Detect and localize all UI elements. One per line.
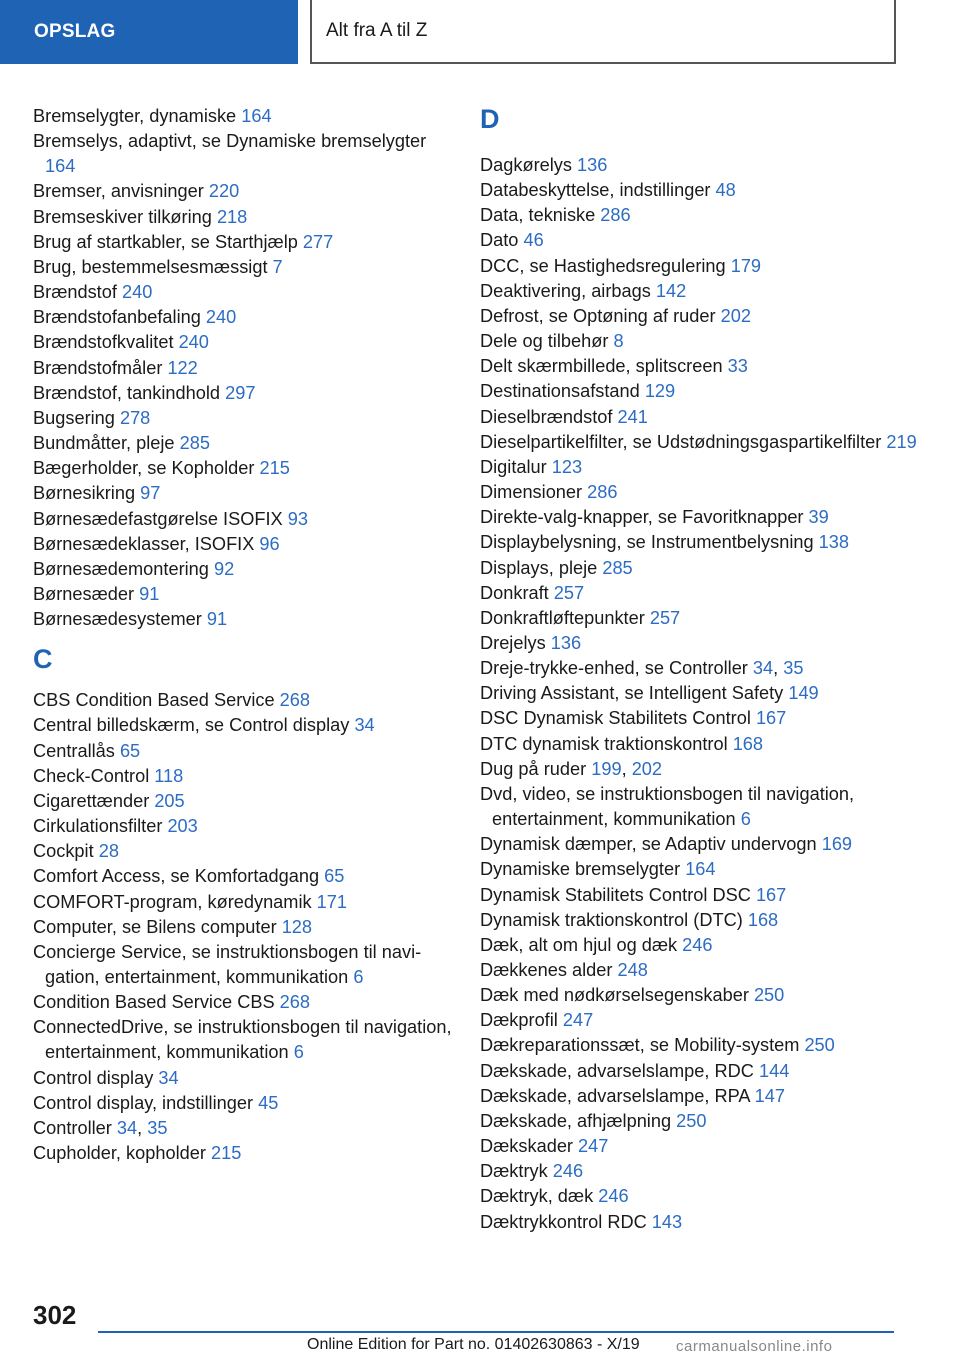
page-link[interactable]: 297 <box>225 382 256 403</box>
index-entry-text: Dæk med nødkørselsegenskaber <box>480 985 754 1006</box>
footer-divider <box>98 1331 894 1333</box>
index-entry <box>33 582 453 607</box>
page-link[interactable]: 34 <box>116 1117 138 1138</box>
chapter-title: Alt fra A til Z <box>326 20 428 41</box>
page-link[interactable]: 247 <box>578 1136 609 1157</box>
page-link[interactable]: 257 <box>649 607 681 628</box>
index-entry <box>33 1091 453 1116</box>
index-entry <box>33 839 453 864</box>
index-entry-text: Brændstofanbefaling <box>33 307 206 328</box>
index-entry <box>480 908 920 933</box>
index-entry <box>480 1059 920 1084</box>
index-entry <box>33 890 453 915</box>
index-entry <box>480 631 920 656</box>
index-entry <box>33 764 453 789</box>
page-link[interactable]: 144 <box>758 1060 790 1081</box>
index-entry-text: Dæktryk <box>480 1161 553 1182</box>
index-entry-text: Displaybelysning, se Instrumentbelysning <box>480 532 819 553</box>
page-link[interactable]: 278 <box>119 407 151 428</box>
index-entry <box>33 431 453 456</box>
page-link[interactable]: 179 <box>730 255 762 276</box>
edition-note: Online Edition for Part no. 01402630863 - X/19 <box>307 1336 640 1353</box>
page-link[interactable]: 250 <box>753 985 785 1006</box>
index-entry-text: Dieselpartikelfilter, se Udstødningsgaspartikelfilter <box>480 431 887 452</box>
index-entry-text: Børnesikring <box>33 483 141 504</box>
page-link[interactable]: 167 <box>755 884 787 905</box>
page-link[interactable]: 164 <box>685 859 716 880</box>
chapter-tab <box>310 0 896 64</box>
index-entry-text: Cigarettænder <box>33 790 155 811</box>
page-link[interactable]: 241 <box>617 406 648 427</box>
index-entry <box>480 379 920 404</box>
index-entry-text: Dækskade, advarselslampe, RPA <box>480 1085 755 1106</box>
index-entry-text: Cupholder, kopholder <box>33 1143 211 1164</box>
index-entry-text: Dimensioner <box>480 482 588 503</box>
index-entry-text: Direkte-valg-knapper, se Favoritknapper <box>480 507 809 528</box>
page-link[interactable]: 65 <box>119 740 141 761</box>
index-entry <box>480 480 920 505</box>
index-entry <box>480 606 920 631</box>
page-link[interactable]: 164 <box>45 156 76 177</box>
index-entry <box>480 405 920 430</box>
index-entry-text: Brændstofkvalitet <box>33 332 179 353</box>
index-entry <box>480 706 920 731</box>
index-entry <box>480 279 920 304</box>
index-entry <box>480 455 920 480</box>
index-entry <box>480 958 920 983</box>
page-link[interactable]: 34 <box>158 1067 179 1088</box>
index-entry-text: Condition Based Service CBS <box>33 992 280 1013</box>
page-link[interactable]: 250 <box>676 1110 707 1131</box>
index-entry-text: Dynamisk dæmper, se Adaptiv undervogn <box>480 834 822 855</box>
index-entry <box>480 1084 920 1109</box>
index-entry-text: Dynamisk Stabilitets Control DSC <box>480 884 756 905</box>
index-entry <box>33 789 453 814</box>
index-entry <box>480 1210 920 1235</box>
index-entry <box>33 915 453 940</box>
index-entry <box>480 1033 920 1058</box>
index-entry <box>33 406 453 431</box>
index-entry <box>33 990 453 1015</box>
page-link[interactable]: 277 <box>302 231 334 252</box>
index-entry <box>33 356 453 381</box>
page-link[interactable]: 164 <box>241 106 272 126</box>
page-link[interactable]: 286 <box>587 482 618 503</box>
index-entry <box>33 129 453 179</box>
index-entry-text: Donkraftløftepunkter <box>480 607 650 628</box>
index-entry-text: Børnesædeklasser, ISOFIX <box>33 533 260 554</box>
index-entry: Dreje-trykke-enhed, se Controller 34, 35 <box>480 658 804 679</box>
index-entry-text: Brændstofmåler <box>33 357 168 378</box>
page-link[interactable]: 167 <box>755 708 787 729</box>
index-entry <box>33 940 453 990</box>
index-entry-text: Børnesædefastgørelse ISOFIX <box>33 508 288 529</box>
index-entry <box>480 581 920 606</box>
index-entry <box>33 481 453 506</box>
page-link[interactable]: 143 <box>651 1211 683 1232</box>
index-entry-text: Dækreparationssæt, se Mobility-system <box>480 1035 805 1056</box>
page-link[interactable]: 199 <box>591 758 622 779</box>
index-entry-text: Børnesædemontering <box>33 558 214 579</box>
page-link[interactable]: 147 <box>754 1085 785 1106</box>
index-entry <box>480 1134 920 1159</box>
index-entry-text: Centrallås <box>33 740 120 761</box>
page-link[interactable]: 248 <box>617 960 648 980</box>
index-entry-text: Driving Assistant, se Intelligent Safety <box>480 683 789 704</box>
page-link[interactable]: 118 <box>154 765 184 786</box>
page-link[interactable]: 215 <box>259 458 290 479</box>
index-entry <box>480 153 920 178</box>
index-entry-text: ConnectedDrive, se instruktionsbogen til navigation, entertainment, kommunikation <box>33 1017 452 1063</box>
index-entry-text: Børnesædesystemer <box>33 609 207 630</box>
page-link[interactable]: 218 <box>216 206 248 227</box>
index-entry <box>480 505 920 530</box>
page-link[interactable]: 34 <box>752 658 774 679</box>
index-entry <box>33 814 453 839</box>
page-link[interactable]: 215 <box>210 1143 242 1164</box>
index-entry-text: Brug, bestemmelsesmæssigt <box>33 256 273 277</box>
index-entry <box>480 530 920 555</box>
page-link[interactable]: 136 <box>577 155 608 175</box>
index-entry <box>480 1109 920 1134</box>
index-entry <box>33 864 453 889</box>
page-link[interactable]: 240 <box>121 282 153 303</box>
index-entry-text: COMFORT-program, køredynamik <box>33 891 317 912</box>
index-entry-text: Concierge Service, se instruktionsbogen til navigation, entertainment, kommunikation <box>33 941 422 987</box>
index-entry <box>480 983 920 1008</box>
page-link[interactable]: 202 <box>720 305 751 326</box>
page-link[interactable]: 257 <box>553 582 585 603</box>
page-link[interactable]: 34 <box>354 715 375 736</box>
index-entry-text: Defrost, se Optøning af ruder <box>480 305 721 326</box>
index-entry-text: Bremselygter, dynamiske <box>33 106 242 126</box>
index-entry-text: Dækkenes alder <box>480 960 618 980</box>
page-link[interactable]: 7 <box>272 256 283 277</box>
index-entry-text: Delt skærmbillede, splitscreen <box>480 356 728 377</box>
index-entry-text: Bremseskiver tilkøring <box>33 206 217 227</box>
index-entry <box>33 230 453 255</box>
index-entry <box>480 857 920 882</box>
index-entry <box>33 381 453 406</box>
page-link[interactable]: 6 <box>293 1042 304 1063</box>
index-entry <box>33 305 453 330</box>
index-entry <box>33 607 453 632</box>
index-entry <box>480 329 920 354</box>
page-link[interactable]: 45 <box>258 1092 279 1113</box>
page-link[interactable]: 8 <box>613 331 624 352</box>
page-link[interactable]: 203 <box>167 816 198 837</box>
index-entry-text: Dæktryk, dæk <box>480 1186 599 1207</box>
index-entry-text: Cockpit <box>33 841 99 862</box>
index-entry-text: Destinationsafstand <box>480 381 645 402</box>
index-entry <box>480 304 920 329</box>
index-entry: Controller 34, 35 <box>33 1117 168 1138</box>
page-link[interactable]: 219 <box>886 431 917 452</box>
index-entry <box>480 832 920 857</box>
page-link[interactable]: 250 <box>804 1035 835 1056</box>
page-link[interactable]: 285 <box>179 433 210 454</box>
page-link[interactable]: 6 <box>353 967 364 987</box>
page-link[interactable]: 93 <box>287 508 308 529</box>
index-entry <box>33 1066 453 1091</box>
index-entry <box>480 732 920 757</box>
page-link[interactable]: 138 <box>818 532 850 553</box>
index-entry <box>33 739 453 764</box>
index-entry-text: Digitalur <box>480 456 552 477</box>
page-link[interactable]: 168 <box>747 909 779 930</box>
index-entry-text: Drejelys <box>480 632 551 653</box>
page-link[interactable]: 247 <box>562 1010 594 1031</box>
page-link[interactable]: 91 <box>206 609 228 630</box>
section-tab <box>0 0 298 64</box>
index-entry <box>33 557 453 582</box>
index-entry-text: Dynamisk traktionskontrol (DTC) <box>480 909 748 930</box>
index-entry <box>33 330 453 355</box>
index-entry-text: Donkraft <box>480 582 554 603</box>
index-entry-text: Dækskade, advarselslampe, RDC <box>480 1060 759 1081</box>
index-entry-text: CBS Condition Based Service <box>33 690 280 711</box>
index-entry <box>480 933 920 958</box>
index-entry <box>33 104 453 129</box>
page-link[interactable]: 149 <box>788 683 819 704</box>
index-entry-text: Dynamiske bremselygter <box>480 859 686 880</box>
page-link[interactable]: 169 <box>821 834 853 855</box>
index-entry-text: Computer, se Bilens computer <box>33 916 282 937</box>
index-entry-text: Check-Control <box>33 765 155 786</box>
page-link[interactable]: 128 <box>281 916 313 937</box>
index-entry <box>480 203 920 228</box>
index-entry-text: Controller <box>33 1117 117 1138</box>
index-entry <box>33 280 453 305</box>
index-entry <box>480 556 920 581</box>
index-entry <box>480 681 920 706</box>
index-entry-text: Brændstof <box>33 282 122 303</box>
index-entry-text: Dækskade, afhjælpning <box>480 1110 677 1131</box>
page-link[interactable]: 46 <box>523 230 544 251</box>
index-entry <box>480 1159 920 1184</box>
index-entry <box>33 456 453 481</box>
index-letter-heading: C <box>33 644 53 675</box>
page-link[interactable]: 168 <box>732 733 764 754</box>
page-link[interactable]: 205 <box>154 790 185 811</box>
page-link[interactable]: 142 <box>655 280 687 301</box>
page-link[interactable]: 91 <box>139 583 160 604</box>
page-link[interactable]: 96 <box>259 533 280 554</box>
index-entry <box>480 254 920 279</box>
page-link[interactable]: 240 <box>205 307 237 328</box>
section-label: OPSLAG <box>34 21 116 42</box>
page-link[interactable]: 6 <box>740 809 751 830</box>
index-entry-text: Dug på ruder <box>480 758 592 779</box>
index-entry: Dug på ruder 199, 202 <box>480 758 663 779</box>
page-link[interactable]: 285 <box>602 557 633 578</box>
index-entry <box>480 178 920 203</box>
index-entry-text: Dækskader <box>480 1136 579 1157</box>
page-link[interactable]: 28 <box>98 841 119 862</box>
index-entry-text: Bremser, anvisninger <box>33 181 209 202</box>
page-link[interactable]: 33 <box>727 356 748 377</box>
index-entry-text: Dækprofil <box>480 1010 563 1031</box>
index-entry-text: Bugsering <box>33 407 120 428</box>
page-link[interactable]: 246 <box>552 1161 584 1182</box>
page-link[interactable]: 171 <box>316 891 347 912</box>
index-entry <box>480 354 920 379</box>
page-number: 302 <box>33 1300 77 1330</box>
index-entry <box>480 430 920 455</box>
page-link[interactable]: 35 <box>147 1117 168 1138</box>
index-entry <box>33 1015 453 1065</box>
index-entry-text: Brug af startkabler, se Starthjælp <box>33 231 303 252</box>
index-entry-text: Databeskyttelse, indstillinger <box>480 180 716 201</box>
index-entry-text: Bremselys, adaptivt, se Dynamiske bremselygter <box>33 131 427 152</box>
index-entry-text: Data, tekniske <box>480 205 601 226</box>
index-entry-text: Dieselbrændstof <box>480 406 618 427</box>
index-entry <box>480 1008 920 1033</box>
page-link[interactable]: 35 <box>783 658 804 679</box>
page-link[interactable]: 246 <box>682 934 713 955</box>
index-entry-text: Control display, indstillinger <box>33 1092 259 1113</box>
index-entry-text: Dæktrykkontrol RDC <box>480 1211 652 1232</box>
index-column-right <box>480 104 920 1235</box>
index-entry-text: Bundmåtter, pleje <box>33 433 180 454</box>
index-entry <box>480 782 920 832</box>
page-link[interactable]: 123 <box>551 456 583 477</box>
page-link[interactable]: 268 <box>279 690 311 711</box>
index-entry <box>33 507 453 532</box>
page-link[interactable]: 129 <box>644 381 676 402</box>
index-letter-heading: D <box>480 104 500 134</box>
index-entry-text: Central billedskærm, se Control display <box>33 715 355 736</box>
index-entry <box>33 1141 453 1166</box>
index-entry <box>480 1184 920 1209</box>
page-link[interactable]: 136 <box>550 632 582 653</box>
index-entry <box>33 688 453 713</box>
index-entry-text: Dato <box>480 230 524 251</box>
index-entry-text: Bægerholder, se Kopholder <box>33 458 260 479</box>
index-entry-text: Deaktivering, airbags <box>480 280 656 301</box>
index-entry <box>33 205 453 230</box>
page-link[interactable]: 286 <box>600 205 631 226</box>
index-entry-text: Comfort Access, se Komfortadgang <box>33 866 325 887</box>
page-link[interactable]: 268 <box>279 992 311 1013</box>
index-entry-text: Displays, pleje <box>480 557 603 578</box>
index-entry <box>33 713 453 738</box>
page-link[interactable]: 97 <box>140 483 161 504</box>
index-entry-text: Dæk, alt om hjul og dæk <box>480 934 683 955</box>
index-entry-text: Dvd, video, se instruktionsbogen til navigation, entertainment, kommunikation <box>480 783 855 830</box>
page-link[interactable]: 48 <box>715 180 736 201</box>
index-entry-text: Control display <box>33 1067 159 1088</box>
index-entry-text: Brændstof, tankindhold <box>33 382 226 403</box>
page-link[interactable]: 39 <box>808 507 829 528</box>
index-entry <box>33 179 453 204</box>
page-link[interactable]: 240 <box>178 332 209 353</box>
index-entry-text: Dreje-trykke-enhed, se Controller <box>480 658 753 679</box>
index-entry-text: DCC, se Hastighedsregulering <box>480 255 731 276</box>
index-entry <box>33 255 453 280</box>
index-entry-text: DSC Dynamisk Stabilitets Control <box>480 708 756 729</box>
index-entry-text: Cirkulationsfilter <box>33 816 168 837</box>
page-link[interactable]: 65 <box>324 866 345 887</box>
index-entry-text: Dele og tilbehør <box>480 331 614 352</box>
page-link[interactable]: 122 <box>167 357 198 378</box>
page-link[interactable]: 220 <box>208 181 240 202</box>
index-entry-text: DTC dynamisk traktionskontrol <box>480 733 733 754</box>
page-link[interactable]: 92 <box>213 558 235 579</box>
index-entry <box>33 532 453 557</box>
page-link[interactable]: 246 <box>598 1186 629 1207</box>
page-link[interactable]: 202 <box>631 758 663 779</box>
index-entry <box>480 883 920 908</box>
index-column-left <box>33 104 453 1166</box>
index-entry <box>480 228 920 253</box>
index-entry-text: Børnesæder <box>33 583 140 604</box>
index-entry-text: Dagkørelys <box>480 155 578 175</box>
watermark: carmanualsonline.info <box>676 1338 833 1355</box>
